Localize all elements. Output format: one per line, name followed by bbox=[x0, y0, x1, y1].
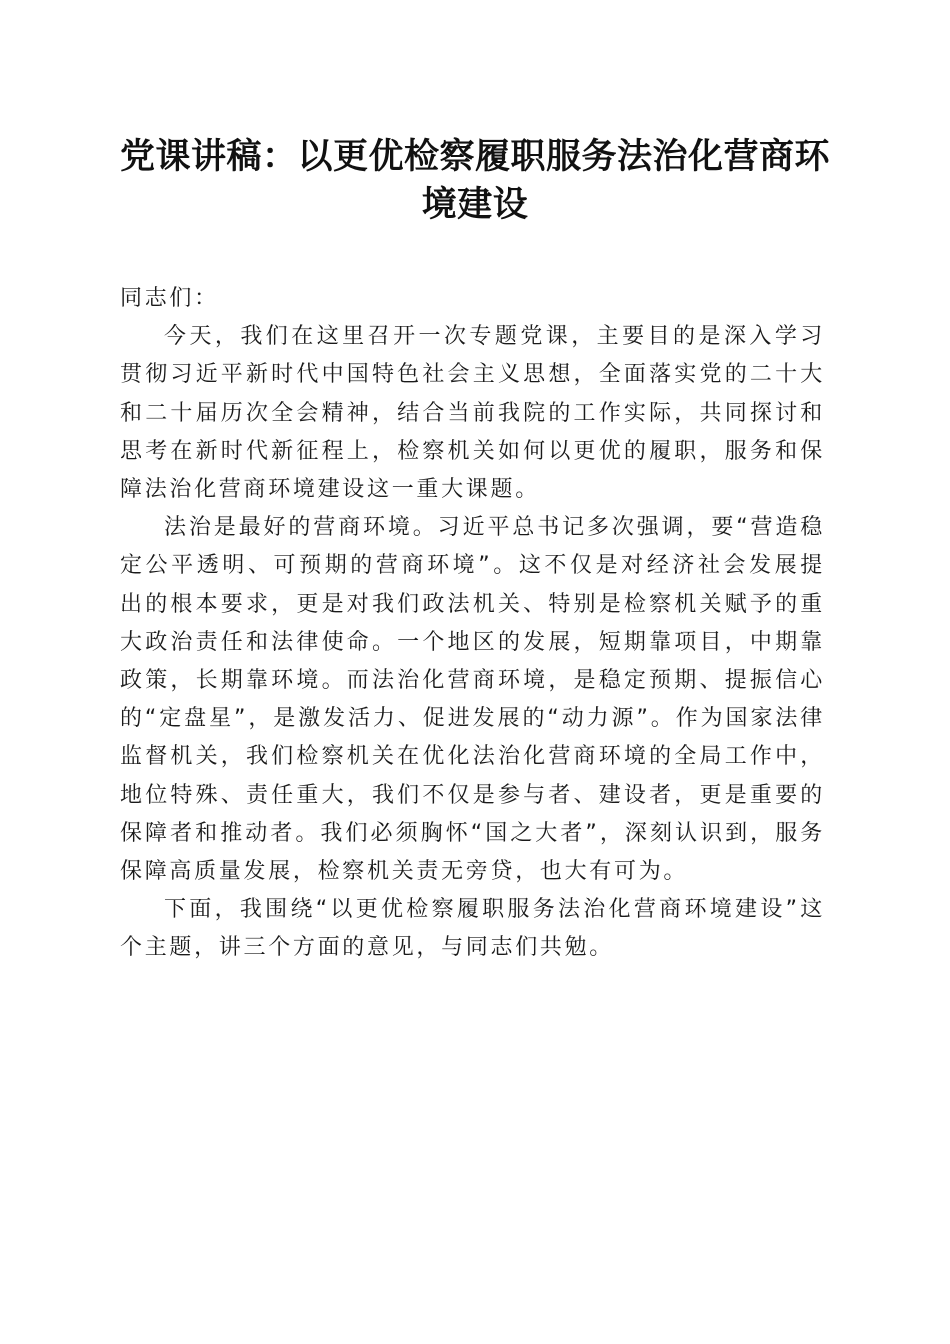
greeting-line: 同志们： bbox=[120, 286, 219, 311]
document-body bbox=[120, 280, 825, 968]
paragraph-rule-of-law: 法治是最好的营商环境。习近平总书记多次强调，要“营造稳定公平透明、可预期的营商环境”。这不仅是对经济社会发展提出的根本要求，更是对我们政法机关、特别是检察机关赋予的重大政治责任和法律使命。一个地区的发展，短期靠项目，中期靠政策，长期靠环境。而法治化营商环境，是稳定预期、提振信心的“定盘星”，是激发活力、促进发展的“动力源”。作为国家法律监督机关，我们检察机关在优化法治化营商环境的全局工作中，地位特殊、责任重大，我们不仅是参与者、建设者，更是重要的保障者和推动者。我们必须胸怀“国之大者”，深刻认识到，服务保障高质量发展，检察机关责无旁贷，也大有可为。 bbox=[120, 515, 825, 885]
paragraph-outline: 下面，我围绕“以更优检察履职服务法治化营商环境建设”这个主题，讲三个方面的意见，与同志们共勉。 bbox=[120, 897, 825, 961]
document-title: 党课讲稿：以更优检察履职服务法治化营商环境建设 bbox=[119, 136, 830, 225]
paragraph-intro: 今天，我们在这里召开一次专题党课，主要目的是深入学习贯彻习近平新时代中国特色社会主义思想，全面落实党的二十大和二十届历次全会精神，结合当前我院的工作实际，共同探讨和思考在新时代新征程上，检察机关如何以更优的履职，服务和保障法治化营商环境建设这一重大课题。 bbox=[120, 324, 825, 503]
